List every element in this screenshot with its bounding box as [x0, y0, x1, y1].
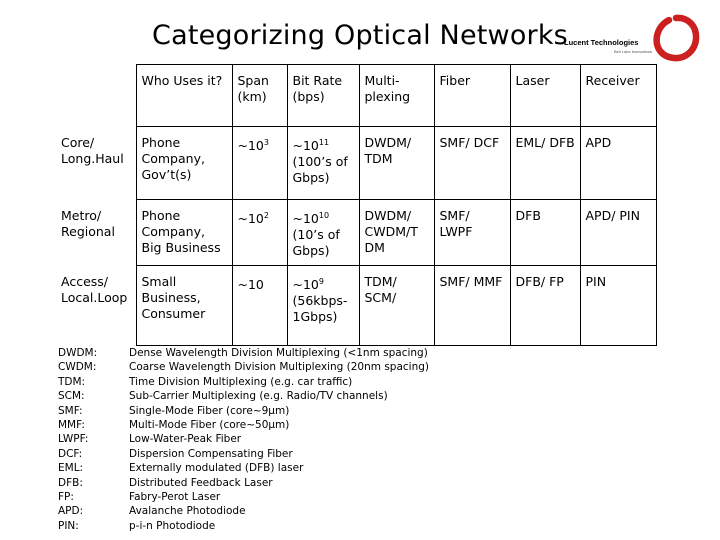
header-cell: Span (km)	[232, 65, 287, 127]
receiver-cell: APD	[580, 127, 656, 200]
bitrate-exponent: 11	[318, 138, 330, 147]
glossary-definition: Coarse Wavelength Division Multiplexing (20nm spacing)	[129, 361, 430, 374]
span-value: ~10	[237, 277, 264, 292]
glossary-abbr: SMF:	[58, 404, 83, 417]
bitrate-note: (100’s of Gbps)	[292, 154, 348, 185]
fiber-cell: SMF/ DCF	[434, 127, 510, 200]
logo-tagline: Bell Labs Innovations	[614, 49, 653, 54]
glossary-item	[58, 504, 429, 518]
row-label-cell	[56, 266, 136, 346]
bitrate-value: ~10	[292, 138, 319, 153]
glossary-item	[58, 404, 429, 418]
table-header-row	[56, 65, 656, 127]
fiber-cell: SMF/ LWPF	[434, 200, 510, 266]
glossary-item	[58, 375, 429, 389]
glossary-definition: Single-Mode Fiber (core~9µm)	[129, 404, 290, 417]
glossary-item	[58, 461, 429, 475]
span-value: ~10	[237, 211, 264, 226]
glossary-definition: Time Division Multiplexing (e.g. car traffic)	[129, 375, 353, 388]
glossary-abbr: MMF:	[58, 419, 85, 432]
glossary-definition: Distributed Feedback Laser	[129, 476, 273, 489]
receiver-cell: PIN	[580, 266, 656, 346]
lucent-logo	[560, 14, 710, 64]
span-exponent: 2	[263, 211, 269, 220]
bitrate-note: (10’s of Gbps)	[292, 227, 340, 258]
mux-cell: DWDM/ CWDM/T DM	[359, 200, 434, 266]
glossary-abbr: SCM:	[58, 390, 85, 403]
glossary-item	[58, 519, 429, 533]
lucent-ring-icon	[652, 14, 700, 62]
span-cell	[232, 200, 287, 266]
bitrate-value: ~10	[292, 277, 319, 292]
logo-wordmark: Lucent Technologies	[564, 38, 639, 47]
glossary-item	[58, 360, 429, 374]
glossary-definition: Sub-Carrier Multiplexing (e.g. Radio/TV channels)	[129, 390, 388, 403]
glossary-abbr: EML:	[58, 462, 84, 475]
glossary-definition: Dense Wavelength Division Multiplexing (<1nm spacing)	[129, 347, 428, 359]
glossary-abbr: CWDM:	[58, 361, 97, 374]
header-cell: Bit Rate (bps)	[287, 65, 359, 127]
glossary-abbr: LWPF:	[58, 433, 89, 446]
glossary-item	[58, 432, 429, 446]
glossary-item	[58, 476, 429, 490]
row-label: Core/ Long.Haul	[61, 134, 124, 166]
glossary-abbr: FP:	[58, 491, 74, 504]
glossary-abbr: DWDM:	[58, 347, 98, 359]
header-cell: Laser	[510, 65, 580, 127]
header-cell: Who Uses it?	[136, 65, 232, 127]
span-exponent: 3	[263, 138, 269, 147]
glossary-item	[58, 447, 429, 461]
glossary-definition: p-i-n Photodiode	[129, 519, 216, 532]
mux-cell: DWDM/ TDM	[359, 127, 434, 200]
who-cell: Phone Company, Gov’t(s)	[136, 127, 232, 200]
row-label-cell	[56, 200, 136, 266]
glossary-item	[58, 389, 429, 403]
span-value: ~10	[237, 138, 264, 153]
span-cell	[232, 266, 287, 346]
glossary-definition: Multi-Mode Fiber (core~50µm)	[129, 419, 290, 432]
glossary-abbr: TDM:	[58, 375, 86, 388]
bitrate-cell	[287, 266, 359, 346]
glossary-item	[58, 346, 429, 360]
table-row	[56, 200, 656, 266]
header-cell: Receiver	[580, 65, 656, 127]
glossary-definition: Externally modulated (DFB) laser	[129, 462, 304, 475]
glossary-abbr: DCF:	[58, 447, 83, 460]
bitrate-cell	[287, 127, 359, 200]
bitrate-exponent: 10	[318, 211, 330, 220]
fiber-cell: SMF/ MMF	[434, 266, 510, 346]
glossary-definition: Avalanche Photodiode	[129, 505, 246, 518]
laser-cell: EML/ DFB	[510, 127, 580, 200]
who-cell: Small Business, Consumer	[136, 266, 232, 346]
mux-cell: TDM/ SCM/	[359, 266, 434, 346]
glossary-abbr: APD:	[58, 505, 84, 518]
laser-cell: DFB/ FP	[510, 266, 580, 346]
glossary-item	[58, 490, 429, 504]
table-row	[56, 127, 656, 200]
optical-network-table	[56, 64, 657, 346]
span-cell	[232, 127, 287, 200]
slide-title: Categorizing Optical Networks	[152, 20, 568, 51]
bitrate-exponent: 9	[318, 277, 324, 286]
row-label: Access/ Local.Loop	[61, 273, 128, 305]
glossary-definition: Fabry-Perot Laser	[129, 491, 221, 504]
glossary-abbr: PIN:	[58, 519, 79, 532]
laser-cell: DFB	[510, 200, 580, 266]
receiver-cell: APD/ PIN	[580, 200, 656, 266]
glossary-definition: Low-Water-Peak Fiber	[129, 433, 242, 446]
header-cell: Fiber	[434, 65, 510, 127]
corner-cell	[56, 65, 136, 127]
row-label: Metro/ Regional	[61, 207, 115, 239]
header-cell: Multi-plexing	[359, 65, 434, 127]
abbreviation-glossary	[58, 346, 429, 533]
row-label-cell	[56, 127, 136, 200]
glossary-item	[58, 418, 429, 432]
glossary-definition: Dispersion Compensating Fiber	[129, 447, 293, 460]
table-row	[56, 266, 656, 346]
bitrate-note: (56kbps-1Gbps)	[292, 293, 348, 324]
glossary-abbr: DFB:	[58, 476, 83, 489]
who-cell: Phone Company, Big Business	[136, 200, 232, 266]
bitrate-value: ~10	[292, 211, 319, 226]
bitrate-cell	[287, 200, 359, 266]
